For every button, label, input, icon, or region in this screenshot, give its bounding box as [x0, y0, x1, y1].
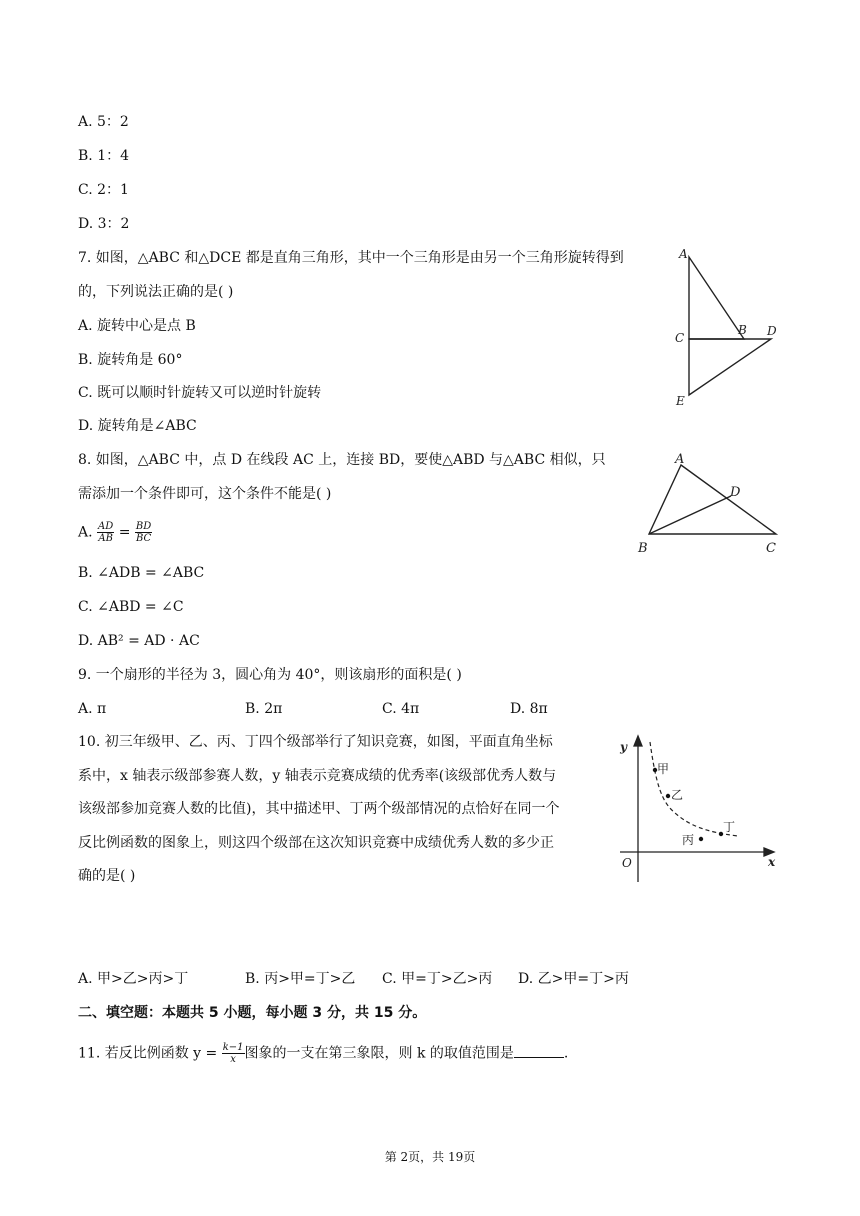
q10-option-c: C. 甲=丁>乙>丙 [382, 971, 493, 987]
section-fill-in-heading: 二、填空题：本题共 5 小题，每小题 3 分，共 15 分。 [78, 1005, 427, 1021]
q6-option-d: D. 3：2 [78, 216, 130, 232]
q6-option-b: B. 1：4 [78, 148, 130, 164]
q11-answer-blank[interactable] [514, 1045, 564, 1058]
q8-figure [630, 448, 790, 560]
q8-label-a: A [675, 452, 685, 467]
q10-stem-line1: 10. 初三年级甲、乙、丙、丁四个级部举行了知识竞赛，如图，平面直角坐标 [78, 734, 553, 750]
q10-label-x: x [768, 855, 776, 869]
q7-label-b: B [738, 323, 747, 337]
q11-fraction: $\frac{k-1}{x}$ [222, 1042, 244, 1065]
q10-label-yi: 乙 [671, 788, 684, 802]
q8-fraction-ad-ab: $\frac{AD}{AB}$ [98, 521, 114, 544]
q6-option-c: C. 2：1 [78, 182, 129, 198]
q10-figure [610, 730, 785, 890]
q7-label-c: C [675, 331, 685, 345]
q8-stem-line2: 需添加一个条件即可，这个条件不能是( ) [78, 486, 332, 502]
q9-option-d: D. 8π [510, 701, 548, 717]
q7-triangle-abc [689, 257, 744, 339]
q6-option-a: A. 5：2 [78, 114, 129, 130]
q10-option-a: A. 甲>乙>丙>丁 [78, 971, 189, 987]
q7-option-b: B. 旋转角是 60° [78, 352, 183, 368]
q10-label-jia: 甲 [657, 762, 670, 776]
q7-option-a: A. 旋转中心是点 B [78, 318, 196, 334]
q7-label-d: D [767, 324, 777, 338]
q7-triangle-dce [689, 339, 771, 395]
q11-prefix: 11. 若反比例函数 y = [78, 1045, 222, 1062]
q7-stem-line1: 7. 如图，△ABC 和△DCE 都是直角三角形，其中一个三角形是由另一个三角形旋转得到 [78, 250, 624, 266]
q9-option-c: C. 4π [382, 701, 420, 717]
q10-stem-line5: 确的是( ) [78, 868, 136, 884]
q7-stem-line2: 的，下列说法正确的是( ) [78, 284, 234, 300]
q10-point-bing [699, 837, 703, 841]
q7-figure [670, 245, 790, 415]
q7-label-a: A [679, 247, 688, 261]
q8-option-d: D. AB² = AD · AC [78, 633, 200, 649]
q8-fraction-bd-bc: $\frac{BD}{BC}$ [135, 521, 152, 544]
q9-stem: 9. 一个扇形的半径为 3，圆心角为 40°，则该扇形的面积是( ) [78, 667, 462, 683]
q7-option-d: D. 旋转角是∠ABC [78, 418, 197, 434]
q10-label-o: O [622, 856, 632, 870]
q11-stem: 11. 若反比例函数 y = $\frac{k-1}{x}$ 图象的一支在第三象限，则 k 的取值范围是 . [78, 1042, 569, 1065]
q9-option-a: A. π [78, 701, 107, 717]
q10-label-y: y [620, 740, 627, 754]
q7-label-e: E [676, 394, 685, 408]
q8-option-a: A. $\frac{AD}{AB}$ = $\frac{BD}{BC}$ [78, 521, 152, 544]
q8-label-c: C [766, 541, 776, 556]
q10-stem-line4: 反比例函数的图象上，则这四个级部在这次知识竞赛中成绩优秀人数的多少正 [78, 835, 554, 851]
q10-label-bing: 丙 [682, 833, 695, 847]
q10-point-yi [666, 794, 670, 798]
q8-option-a-prefix: A. [78, 524, 98, 541]
q10-label-ding: 丁 [723, 820, 736, 834]
q7-option-c: C. 既可以顺时针旋转又可以逆时针旋转 [78, 385, 322, 401]
page-footer: 第 2页，共 19页 [384, 1150, 476, 1164]
q8-label-d: D [730, 485, 741, 500]
q8-triangle-abc [649, 465, 776, 534]
q9-option-b: B. 2π [245, 701, 283, 717]
q11-suffix: 图象的一支在第三象限，则 k 的取值范围是 [244, 1045, 514, 1062]
q8-option-b: B. ∠ADB = ∠ABC [78, 565, 205, 581]
q10-y-arrow [634, 736, 642, 746]
q8-segment-bd [649, 496, 731, 534]
q10-option-d: D. 乙>甲=丁>丙 [518, 971, 629, 987]
q8-label-b: B [638, 541, 648, 556]
q8-option-c: C. ∠ABD = ∠C [78, 599, 184, 615]
q10-option-b: B. 丙>甲=丁>乙 [245, 971, 356, 987]
q10-stem-line3: 该级部参加竞赛人数的比值)，其中描述甲、丁两个级部情况的点恰好在同一个 [78, 801, 560, 817]
q8-stem-line1: 8. 如图，△ABC 中，点 D 在线段 AC 上，连接 BD，要使△ABD 与△ABC 相似，只 [78, 452, 606, 468]
q10-stem-line2: 系中，x 轴表示级部参赛人数，y 轴表示竞赛成绩的优秀率(该级部优秀人数与 [78, 768, 557, 784]
